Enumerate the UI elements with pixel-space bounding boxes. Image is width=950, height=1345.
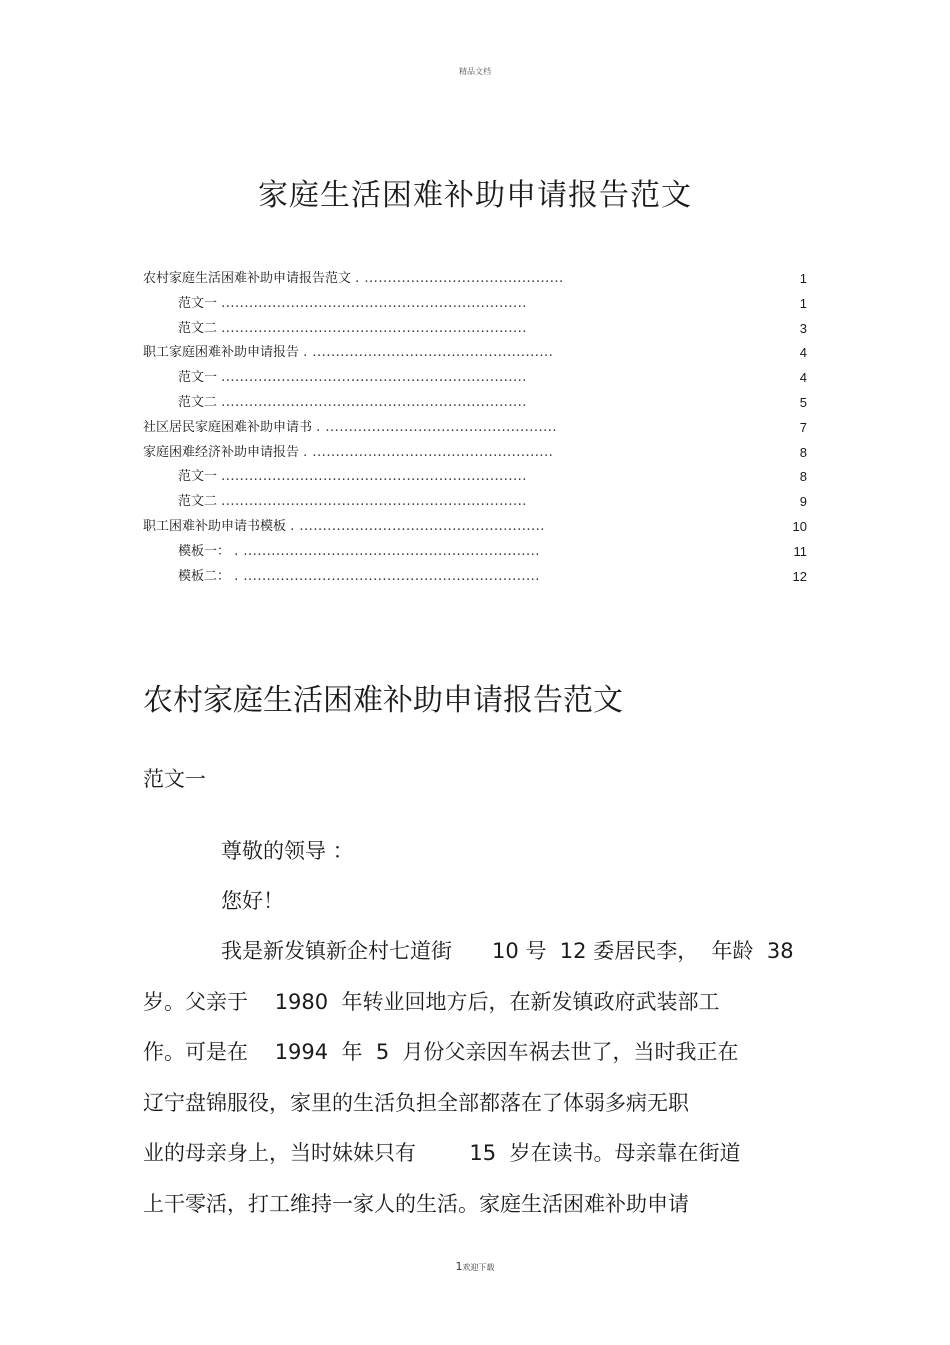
toc-entry[interactable]	[143, 566, 807, 591]
table-of-contents	[143, 268, 807, 590]
toc-entry[interactable]	[143, 367, 807, 392]
paragraph-line: 作。可是在 1994 年 5 月份父亲因车祸去世了，当时我正在	[143, 1040, 739, 1064]
section-subheading: 范文一	[143, 767, 206, 791]
section-heading: 农村家庭生活困难补助申请报告范文	[143, 683, 623, 718]
toc-leader-dots: ..................................................................	[221, 494, 527, 510]
toc-entry[interactable]	[143, 491, 807, 516]
toc-entry-label: 范文一	[178, 370, 218, 386]
paragraph-line: 我是新发镇新企村七道街 10 号 12 委居民李， 年龄 38	[221, 939, 794, 963]
toc-entry-label: 模板一：	[178, 543, 231, 559]
toc-leader-dots: ..................................................................	[221, 469, 527, 485]
paragraph-line: 上干零活，打工维持一家人的生活。家庭生活困难补助申请	[143, 1191, 689, 1216]
toc-leader-dots: . ....................................................	[303, 345, 554, 361]
toc-entry-label: 农村家庭生活困难补助申请报告范文	[143, 271, 352, 286]
toc-entry[interactable]	[143, 417, 807, 442]
toc-page-number: 8	[799, 444, 807, 460]
toc-page-number: 5	[799, 394, 807, 410]
footer-text: 欢迎下载	[462, 1263, 495, 1272]
toc-entry[interactable]	[143, 293, 807, 318]
toc-page-number: 8	[799, 469, 807, 485]
toc-entry-label: 职工家庭困难补助申请报告	[143, 345, 300, 361]
toc-entry[interactable]	[143, 466, 807, 491]
paragraph-line: 业的母亲身上，当时妹妹只有 15 岁在读书。母亲靠在街道	[143, 1141, 741, 1165]
toc-page-number: 1	[799, 295, 807, 311]
toc-leader-dots: . ....................................................	[303, 444, 554, 460]
toc-page-number: 12	[792, 568, 807, 584]
paragraph-line: 岁。父亲于 1980 年转业回地方后，在新发镇政府武装部工	[143, 989, 720, 1014]
toc-entry-label: 范文二	[178, 320, 218, 336]
toc-leader-dots: . ...........................................	[355, 271, 564, 286]
footer	[0, 1260, 950, 1273]
greeting: 您好！	[221, 889, 284, 913]
toc-entry[interactable]	[143, 392, 807, 417]
toc-leader-dots: . ................................................................	[234, 568, 540, 584]
toc-page-number: 11	[793, 543, 807, 559]
toc-page-number: 1	[799, 271, 807, 286]
toc-entry-label: 范文二	[178, 394, 218, 410]
toc-leader-dots: . ..................................................	[316, 419, 558, 435]
toc-entry-label: 家庭困难经济补助申请报告	[143, 444, 300, 460]
toc-entry-label: 范文一	[178, 469, 218, 485]
toc-entry-label: 范文二	[178, 494, 218, 510]
page-number: 1	[455, 1260, 463, 1273]
toc-leader-dots: . ................................................................	[234, 543, 540, 559]
body-paragraph	[143, 926, 813, 1229]
header-mark: 精品文档	[459, 67, 491, 76]
toc-entry-label: 社区居民家庭困难补助申请书	[143, 419, 313, 435]
toc-entry[interactable]	[143, 342, 807, 367]
toc-entry[interactable]	[143, 442, 807, 467]
toc-leader-dots: . .....................................................	[290, 518, 545, 534]
salutation: 尊敬的领导 ：	[221, 839, 354, 863]
toc-entry-label: 职工困难补助申请书模板	[143, 518, 287, 534]
document-title: 家庭生活困难补助申请报告范文	[258, 178, 692, 213]
toc-entry-label: 范文一	[178, 295, 218, 311]
toc-page-number: 4	[799, 345, 807, 361]
toc-leader-dots: ..................................................................	[221, 295, 527, 311]
toc-entry[interactable]	[143, 268, 807, 293]
toc-page-number: 4	[799, 370, 807, 386]
toc-page-number: 10	[792, 518, 807, 534]
toc-page-number: 7	[799, 419, 807, 435]
toc-leader-dots: ..................................................................	[221, 320, 527, 336]
paragraph-line: 辽宁盘锦服役，家里的生活负担全部都落在了体弱多病无职	[143, 1090, 689, 1115]
toc-entry[interactable]	[143, 541, 807, 566]
toc-entry[interactable]	[143, 516, 807, 541]
toc-leader-dots: ..................................................................	[221, 394, 527, 410]
toc-page-number: 9	[799, 494, 807, 510]
toc-leader-dots: ..................................................................	[221, 370, 527, 386]
toc-entry[interactable]	[143, 318, 807, 343]
toc-page-number: 3	[799, 320, 807, 336]
toc-entry-label: 模板二：	[178, 568, 231, 584]
